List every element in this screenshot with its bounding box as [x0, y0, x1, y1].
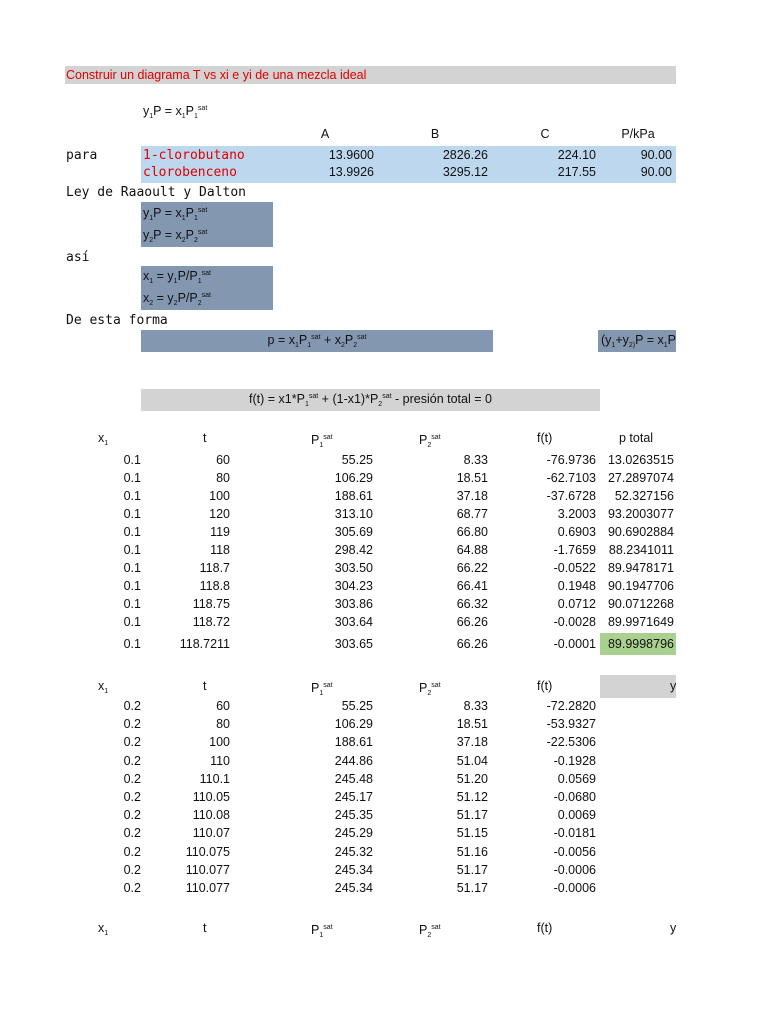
- cell-x1: 0.1: [123, 561, 141, 575]
- table-row: [0, 824, 768, 842]
- label-para: para: [66, 148, 98, 163]
- cell-p2sat: 8.33: [463, 699, 488, 713]
- cell-t: 110.077: [185, 862, 230, 877]
- cell-x1: 0.2: [123, 790, 141, 804]
- table-row: [0, 806, 768, 824]
- header-x1: $x_1$: [98, 431, 109, 447]
- cell-x1: 0.2: [123, 862, 141, 877]
- cell-ptotal: 90.6902884: [607, 525, 674, 539]
- header-p2sat: $P_2^{sat}$: [419, 681, 441, 697]
- compound-2-p: 90.00: [640, 165, 672, 179]
- table-row: [0, 843, 768, 861]
- table-row: [0, 577, 768, 595]
- cell-p2sat: 18.51: [456, 471, 488, 485]
- table-row: [0, 788, 768, 806]
- cell-p1sat: 244.86: [334, 753, 373, 768]
- cell-t: 60: [216, 699, 230, 713]
- cell-p2sat: 64.88: [456, 543, 488, 557]
- table-row: [0, 487, 768, 505]
- cell-x1: 0.1: [123, 543, 141, 557]
- cell-x1: 0.2: [123, 753, 141, 768]
- cell-p1sat: 188.61: [334, 735, 373, 750]
- table2-header: [0, 677, 768, 695]
- cell-p1sat: 304.23: [334, 579, 373, 593]
- cell-p2sat: 66.22: [456, 561, 488, 575]
- compound-1-name: 1-clorobutano: [143, 148, 245, 163]
- table-row: [0, 523, 768, 541]
- cell-t: 110.08: [192, 808, 230, 823]
- cell-x1: 0.2: [123, 844, 141, 859]
- cell-x1: 0.2: [123, 771, 141, 786]
- cell-p1sat: 55.25: [341, 699, 373, 713]
- cell-ptotal: 93.2003077: [607, 507, 674, 521]
- cell-p1sat: 313.10: [334, 507, 373, 521]
- cell-p2sat: 51.17: [456, 881, 488, 895]
- cell-t: 100: [209, 735, 230, 750]
- cell-t: 110.1: [199, 771, 230, 786]
- cell-ft: 0.0069: [557, 808, 596, 823]
- antoine-header-a: A: [320, 127, 330, 141]
- cell-ft: 0.0712: [557, 597, 596, 611]
- cell-ft: -22.5306: [546, 735, 596, 750]
- antoine-header-p: P/kPa: [621, 127, 655, 141]
- cell-ft: -0.0056: [553, 844, 596, 859]
- cell-ft: -0.0181: [553, 826, 596, 841]
- cell-p1sat: 245.17: [334, 790, 373, 804]
- table-row: [0, 505, 768, 523]
- cell-ft: 0.1948: [557, 579, 596, 593]
- cell-p2sat: 37.18: [456, 489, 488, 503]
- cell-ft: -0.1928: [553, 753, 596, 768]
- label-asi: así: [66, 250, 90, 265]
- header-x1: $x_1$: [98, 921, 109, 937]
- cell-x1: 0.2: [123, 808, 141, 823]
- cell-ft: -0.0522: [553, 561, 596, 575]
- cell-t: 110: [210, 753, 230, 768]
- cell-ptotal: 89.9478171: [607, 561, 674, 575]
- cell-ptotal: 89.9998796: [607, 637, 674, 651]
- label-de-esta-forma: De esta forma: [66, 313, 168, 328]
- cell-p2sat: 51.17: [456, 808, 488, 823]
- cell-t: 80: [216, 471, 230, 485]
- cell-ft: 3.2003: [557, 507, 596, 521]
- cell-p1sat: 298.42: [334, 543, 373, 557]
- cell-ptotal: 52.327156: [614, 489, 674, 503]
- cell-p1sat: 245.34: [334, 862, 373, 877]
- table-row: [0, 635, 768, 653]
- table3-header: [0, 919, 768, 937]
- cell-ft: -37.6728: [546, 489, 596, 503]
- cell-p1sat: 245.32: [334, 844, 373, 859]
- cell-ft: 0.0569: [557, 771, 596, 786]
- compound-2-a: 13.9926: [328, 165, 374, 179]
- cell-p1sat: 245.48: [334, 771, 373, 786]
- cell-ft: -0.0006: [553, 881, 596, 895]
- header-ft: f(t): [537, 679, 553, 693]
- table-row: [0, 595, 768, 613]
- cell-ft: -0.0680: [553, 790, 596, 804]
- cell-t: 118: [210, 543, 230, 557]
- cell-x1: 0.1: [123, 615, 141, 629]
- antoine-header-b: B: [430, 127, 440, 141]
- table-row: [0, 541, 768, 559]
- header-ptotal: p total: [619, 431, 654, 445]
- cell-p2sat: 66.26: [456, 615, 488, 629]
- cell-t: 110.05: [192, 790, 230, 804]
- cell-p2sat: 51.15: [456, 826, 488, 841]
- cell-p1sat: 188.61: [334, 489, 373, 503]
- cell-t: 80: [216, 717, 230, 732]
- table-row: [0, 733, 768, 751]
- cell-x1: 0.1: [123, 579, 141, 593]
- table-row: [0, 752, 768, 770]
- cell-p2sat: 51.12: [456, 790, 488, 804]
- cell-x1: 0.2: [123, 826, 141, 841]
- header-x1: $x_1$: [98, 679, 109, 695]
- cell-p1sat: 106.29: [334, 471, 373, 485]
- cell-t: 110.07: [192, 826, 230, 841]
- table-row: [0, 879, 768, 897]
- cell-p1sat: 245.35: [334, 808, 373, 823]
- cell-t: 120: [209, 507, 230, 521]
- table-row: [0, 861, 768, 879]
- cell-p1sat: 303.86: [334, 597, 373, 611]
- cell-p1sat: 303.50: [334, 561, 373, 575]
- cell-ptotal: 27.2897074: [607, 471, 674, 485]
- cell-x1: 0.1: [123, 525, 141, 539]
- header-p2sat: $P_2^{sat}$: [419, 923, 441, 939]
- antoine-header-c: C: [540, 127, 550, 141]
- table-row: [0, 697, 768, 715]
- page-title: Construir un diagrama T vs xi e yi de una mezcla ideal: [66, 68, 367, 82]
- cell-t: 60: [216, 453, 230, 467]
- cell-ptotal: 90.0712268: [607, 597, 674, 611]
- cell-ft: -62.7103: [546, 471, 596, 485]
- cell-ft: -0.0001: [553, 637, 596, 651]
- cell-p2sat: 37.18: [456, 735, 488, 750]
- cell-t: 118.7: [199, 561, 230, 575]
- cell-p2sat: 51.04: [456, 753, 488, 768]
- cell-x1: 0.2: [123, 881, 141, 895]
- compound-2-c: 217.55: [557, 165, 596, 179]
- cell-x1: 0.2: [123, 735, 141, 750]
- table-row: [0, 770, 768, 788]
- cell-p1sat: 106.29: [334, 717, 373, 732]
- cell-x1: 0.1: [123, 453, 141, 467]
- header-p1sat: $P_1^{sat}$: [311, 433, 333, 449]
- equation-objective: $f(t) = x1*P_1^{sat} + (1-x1)*P_2^{sat}$ - presión total = 0: [249, 392, 492, 408]
- header-ft: f(t): [537, 431, 553, 445]
- cell-ft: -53.9327: [546, 717, 596, 732]
- cell-x1: 0.1: [123, 471, 141, 485]
- header-t: t: [203, 431, 207, 445]
- sum-equation-box: [598, 330, 676, 352]
- cell-t: 100: [209, 489, 230, 503]
- cell-t: 110.075: [185, 844, 230, 859]
- cell-p2sat: 51.20: [456, 771, 488, 786]
- compound-1-p: 90.00: [640, 148, 672, 162]
- equation-sum: ($y_1+y_{2)}P = x_1P$: [601, 333, 676, 349]
- cell-ft: -0.0028: [553, 615, 596, 629]
- compound-1-c: 224.10: [557, 148, 596, 162]
- cell-p2sat: 66.26: [456, 637, 488, 651]
- cell-t: 118.75: [192, 597, 230, 611]
- compound-1-b: 2826.26: [442, 148, 488, 162]
- equation-top: $y_1P = x_1P_1^{sat}$: [143, 104, 208, 120]
- header-ft: f(t): [537, 921, 553, 935]
- equation-y1: $y_1P = x_1P_1^{sat}$: [143, 206, 208, 222]
- header-y: y: [670, 921, 676, 935]
- cell-p1sat: 305.69: [334, 525, 373, 539]
- cell-ft: -72.2820: [546, 699, 596, 713]
- cell-t: 119: [210, 525, 230, 539]
- cell-p2sat: 51.16: [456, 844, 488, 859]
- cell-ptotal: 90.1947706: [607, 579, 674, 593]
- label-ley: Ley de Raaoult y Dalton: [66, 185, 247, 200]
- table-row: [0, 451, 768, 469]
- header-p1sat: $P_1^{sat}$: [311, 681, 333, 697]
- equation-total-pressure: $p = x_1P_1^{sat} + x_2P_2^{sat}$: [267, 333, 367, 349]
- cell-ptotal: 88.2341011: [608, 543, 674, 557]
- cell-p2sat: 66.32: [456, 597, 488, 611]
- cell-p1sat: 303.64: [334, 615, 373, 629]
- table-row: [0, 613, 768, 631]
- cell-x1: 0.1: [123, 507, 141, 521]
- cell-ft: -0.0006: [553, 862, 596, 877]
- header-p2sat: $P_2^{sat}$: [419, 433, 441, 449]
- compound-2-b: 3295.12: [442, 165, 488, 179]
- table-row: [0, 559, 768, 577]
- equation-x1: $x_1 = y_1P/P_1^{sat}$: [143, 269, 211, 285]
- cell-p2sat: 66.80: [456, 525, 488, 539]
- compound-1-a: 13.9600: [328, 148, 374, 162]
- cell-p1sat: 55.25: [341, 453, 373, 467]
- table-row: [0, 469, 768, 487]
- cell-p2sat: 8.33: [463, 453, 488, 467]
- table1-header: [0, 429, 768, 447]
- equation-y2: $y_2P = x_2P_2^{sat}$: [143, 228, 208, 244]
- cell-p2sat: 51.17: [456, 862, 488, 877]
- cell-x1: 0.1: [123, 597, 141, 611]
- header-t: t: [203, 679, 207, 693]
- cell-x1: 0.2: [123, 699, 141, 713]
- table-row: [0, 715, 768, 733]
- cell-p1sat: 245.29: [334, 826, 373, 841]
- cell-p2sat: 68.77: [456, 507, 488, 521]
- cell-p1sat: 245.34: [334, 881, 373, 895]
- cell-x1: 0.1: [123, 489, 141, 503]
- cell-t: 118.8: [199, 579, 230, 593]
- header-p1sat: $P_1^{sat}$: [311, 923, 333, 939]
- cell-x1: 0.1: [123, 637, 141, 651]
- cell-p2sat: 18.51: [456, 717, 488, 732]
- cell-ft: -76.9736: [546, 453, 596, 467]
- cell-t: 118.72: [192, 615, 230, 629]
- cell-ptotal: 89.9971649: [607, 615, 674, 629]
- cell-t: 110.077: [185, 881, 230, 895]
- cell-ft: -1.7659: [553, 543, 596, 557]
- cell-x1: 0.2: [123, 717, 141, 732]
- compound-2-name: clorobenceno: [143, 165, 237, 180]
- cell-p2sat: 66.41: [456, 579, 488, 593]
- header-t: t: [203, 921, 207, 935]
- cell-ptotal: 13.0263515: [607, 453, 674, 467]
- cell-t: 118.7211: [179, 637, 230, 651]
- cell-p1sat: 303.65: [334, 637, 373, 651]
- cell-ft: 0.6903: [557, 525, 596, 539]
- header-y: y: [670, 679, 676, 693]
- equation-x2: $x_2 = y_2P/P_2^{sat}$: [143, 291, 211, 307]
